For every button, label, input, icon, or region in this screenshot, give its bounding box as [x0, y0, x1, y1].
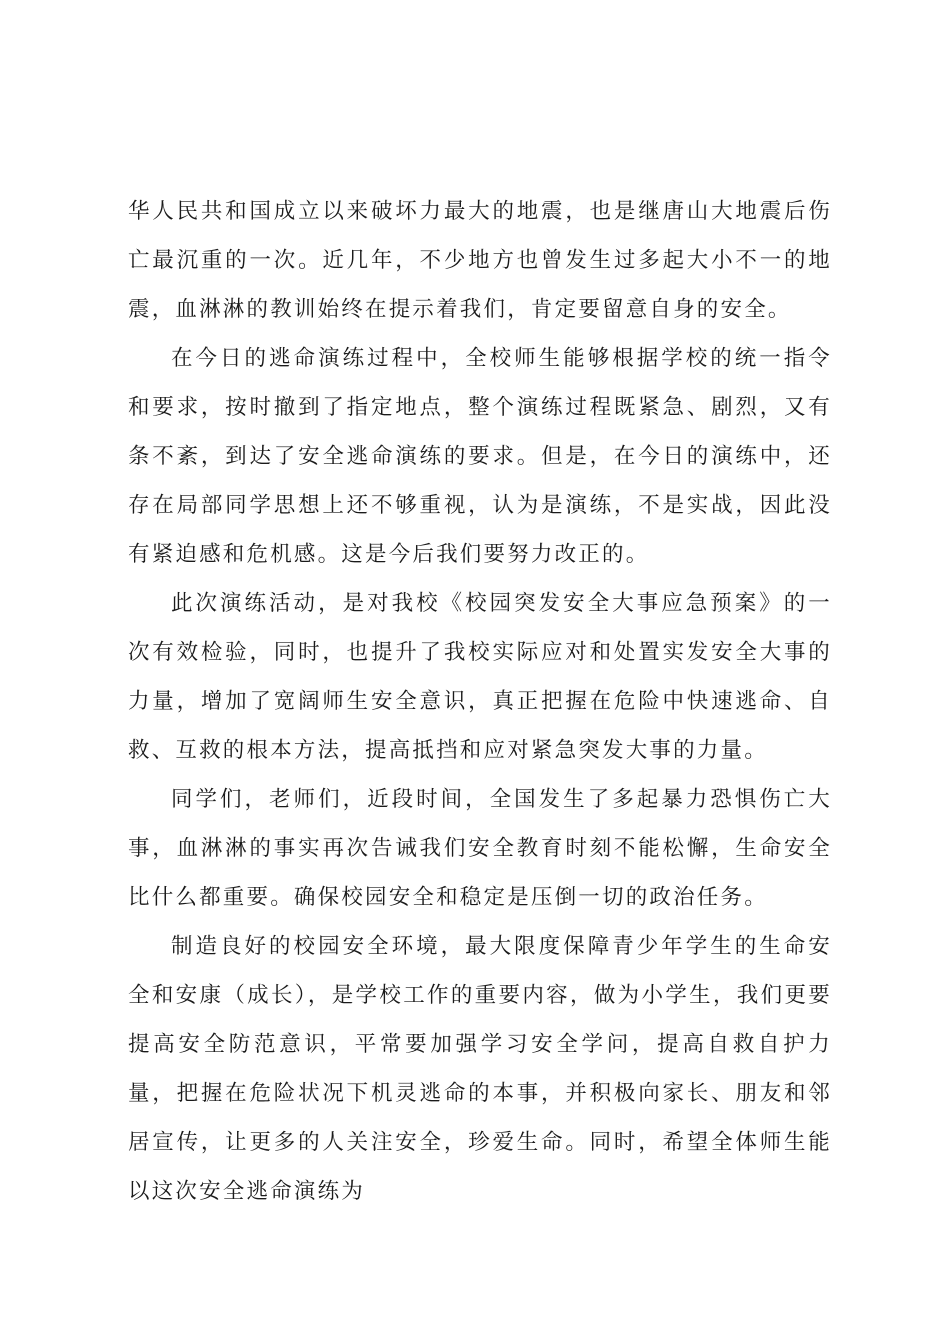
paragraph-continuation: 华人民共和国成立以来破坏力最大的地震，也是继唐山大地震后伤亡最沉重的一次。近几年，不少地方也曾发生过多起大小不一的地震，血淋淋的教训始终在提示着我们，肯定要留意自身的安全。	[128, 199, 832, 322]
body-text	[128, 187, 832, 1216]
paragraph-drill-significance: 此次演练活动，是对我校《校园突发安全大事应急预案》的一次有效检验，同时，也提升了我校实际应对和处置实发安全大事的力量，增加了宽阔师生安全意识，真正把握在危险中快速逃命、自救、互救的根本方法，提高抵挡和应对紧急突发大事的力量。	[128, 591, 832, 763]
paragraph-drill-review: 在今日的逃命演练过程中，全校师生能够根据学校的统一指令和要求，按时撤到了指定地点，整个演练过程既紧急、剧烈，又有条不紊，到达了安全逃命演练的要求。但是，在今日的演练中，还存在局部同学思想上还不够重视，认为是演练，不是实战，因此没有紧迫感和危机感。这是今后我们要努力改正的。	[128, 346, 832, 567]
paragraph-safety-environment: 制造良好的校园安全环境，最大限度保障青少年学生的生命安全和安康（成长），是学校工作的重要内容，做为小学生，我们更要提高安全防范意识，平常要加强学习安全学问，提高自救自护力量，把握在危险状况下机灵逃命的本事，并积极向家长、朋友和邻居宣传，让更多的人关注安全，珍爱生命。同时，希望全体师生能以这次安全逃命演练为	[128, 934, 832, 1204]
paragraph-safety-warning: 同学们，老师们，近段时间，全国发生了多起暴力恐惧伤亡大事，血淋淋的事实再次告诫我们安全教育时刻不能松懈，生命安全比什么都重要。确保校园安全和稳定是压倒一切的政治任务。	[128, 787, 832, 910]
